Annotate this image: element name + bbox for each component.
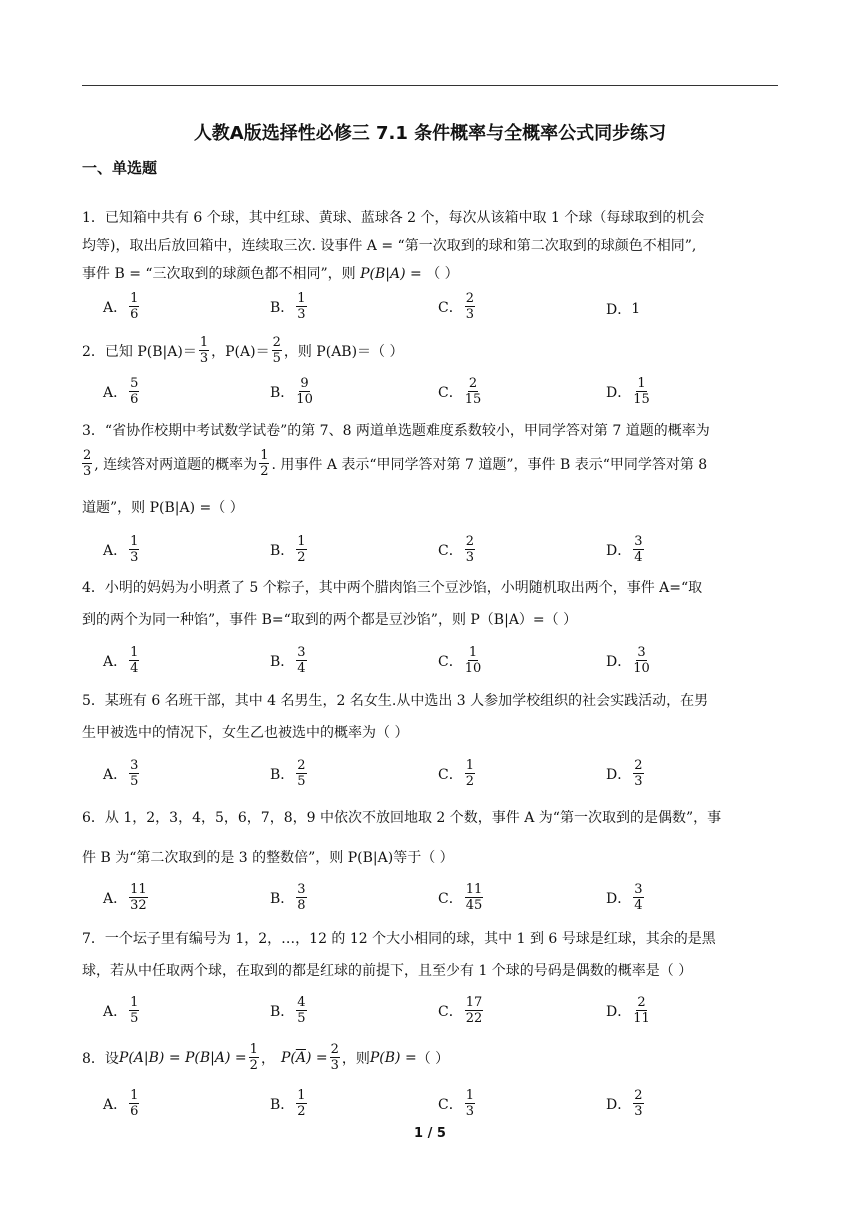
fraction [633, 1089, 643, 1118]
fraction-denominator: 15 [633, 392, 650, 407]
fraction-numerator: 11 [465, 882, 483, 897]
fraction-denominator: 2 [465, 774, 474, 789]
q1-option-b [270, 292, 309, 321]
text-run: （ ） [416, 1050, 450, 1067]
fraction-denominator: 3 [465, 550, 474, 565]
q1-line3-text: 事件 B = “三次取到的球颜色都不相同”，则 [82, 266, 356, 282]
text-run: D． [606, 890, 632, 907]
fraction [633, 883, 643, 912]
text-run: B． [270, 299, 295, 316]
text-run: P(A|B) = P(B|A) = [118, 1049, 247, 1066]
text-run: B． [270, 384, 295, 401]
fraction-numerator: 1 [465, 758, 474, 773]
q6-option-c [438, 883, 485, 912]
fraction-denominator: 5 [297, 1011, 306, 1026]
fraction [465, 996, 484, 1025]
page-title: 人教A版选择性必修三 7.1 条件概率与全概率公式同步练习 [193, 123, 667, 144]
fraction-denominator: 32 [130, 898, 147, 913]
text-run: D． [606, 302, 632, 318]
header-rule [82, 85, 778, 86]
fraction-denominator: 5 [130, 774, 139, 789]
text-run: ，则 P(AB)＝（ ） [283, 343, 404, 360]
q8-option-c [438, 1089, 477, 1118]
q1-line3 [82, 264, 459, 284]
fraction-numerator: 2 [272, 335, 281, 350]
fraction [129, 759, 139, 788]
q2-option-b [270, 377, 315, 406]
fraction-numerator: 1 [249, 1042, 258, 1057]
fraction-numerator: 1 [297, 534, 306, 549]
fraction-numerator: 11 [130, 882, 147, 897]
text-run: A． [103, 890, 128, 907]
fraction-numerator: 1 [637, 376, 646, 391]
fraction-numerator: 3 [637, 645, 646, 660]
fraction [129, 377, 139, 406]
fraction-numerator: 3 [297, 882, 306, 897]
fraction [465, 535, 475, 564]
fraction-numerator: 1 [130, 534, 139, 549]
fraction-denominator: 2 [249, 1058, 258, 1073]
text-run: , 连续答对两道题的概率为 [94, 456, 258, 473]
fraction-numerator: 2 [637, 995, 646, 1010]
text-run: D． [606, 1003, 632, 1020]
q4-option-c [438, 646, 483, 675]
fraction [330, 1043, 340, 1072]
fraction [465, 377, 482, 406]
fraction-numerator: 2 [468, 376, 478, 391]
q7-line2: 球，若从中任取两个球，在取到的都是红球的前提下，且至少有 1 个球的号码是偶数的概率是（ ） [82, 963, 693, 979]
fraction-denominator: 4 [634, 898, 643, 913]
q5-line1: 5．某班有 6 名班干部，其中 4 名男生，2 名女生.从中选出 3 人参加学校组织的社会实践活动，在男 [82, 693, 709, 709]
q1-line1: 1．已知箱中共有 6 个球，其中红球、黄球、蓝球各 2 个，每次从该箱中取 1 个球（每球取到的机会 [82, 210, 705, 226]
fraction-numerator: 17 [465, 995, 483, 1010]
fraction [129, 1089, 139, 1118]
fraction [296, 1089, 306, 1118]
fraction-denominator: 4 [130, 661, 139, 676]
fraction-denominator: 3 [465, 1104, 474, 1119]
text-run: A． [103, 299, 128, 316]
text-run: $\overline{A}$ [295, 1049, 306, 1066]
text-run: 1 [631, 301, 641, 317]
q1-line2: 均等)，取出后放回箱中，连续取三次. 设事件 A = “第一次取到的球和第二次取到的球颜色不相同”, [82, 238, 697, 254]
fraction-denominator: 3 [634, 1104, 643, 1119]
fraction-numerator: 3 [297, 645, 306, 660]
text-run: C． [438, 1003, 463, 1020]
q5-line2: 生甲被选中的情况下，女生乙也被选中的概率为（ ） [82, 725, 409, 741]
fraction-denominator: 2 [260, 464, 269, 479]
q8-option-d [606, 1089, 646, 1118]
fraction [633, 646, 650, 675]
fraction [272, 336, 282, 365]
fraction-numerator: 4 [297, 995, 306, 1010]
fraction-numerator: 1 [199, 335, 209, 350]
fraction [296, 292, 306, 321]
fraction-numerator: 2 [634, 1088, 643, 1103]
text-run: B． [270, 1003, 295, 1020]
fraction-denominator: 4 [297, 661, 306, 676]
fraction-numerator: 1 [465, 1088, 474, 1103]
fraction [633, 535, 643, 564]
text-run: D． [606, 1096, 632, 1113]
fraction-numerator: 2 [465, 534, 474, 549]
fraction-numerator: 1 [130, 291, 139, 306]
q3-option-b [270, 535, 309, 564]
q1-option-a [103, 292, 141, 321]
fraction [249, 1043, 259, 1072]
fraction-denominator: 22 [465, 1011, 483, 1026]
fraction-numerator: 2 [465, 291, 474, 306]
text-run: C． [438, 542, 463, 559]
fraction-denominator: 2 [297, 550, 306, 565]
q3-option-d [606, 535, 646, 564]
text-run: D． [606, 766, 632, 783]
fraction-denominator: 45 [465, 898, 483, 913]
q5-option-d [606, 759, 646, 788]
fraction-denominator: 3 [297, 307, 306, 322]
fraction-denominator: 5 [130, 1011, 139, 1026]
fraction [296, 883, 306, 912]
text-run: P(B) = [369, 1049, 417, 1066]
fraction [296, 996, 306, 1025]
fraction [465, 759, 475, 788]
fraction [296, 646, 306, 675]
q8-stem [82, 1043, 449, 1072]
fraction-denominator: 15 [464, 392, 482, 407]
fraction-numerator: 1 [468, 645, 478, 660]
fraction [129, 292, 139, 321]
text-run: C． [438, 384, 463, 401]
fraction [82, 449, 92, 478]
q3-line3: 道题”，则 P(B|A) =（ ） [82, 500, 244, 516]
fraction [296, 377, 313, 406]
q5-option-a [103, 759, 141, 788]
text-run: . 用事件 A 表示“甲同学答对第 7 道题”，事件 B 表示“甲同学答对第 8 [271, 456, 708, 473]
q6-line1: 6．从 1，2，3，4，5，6，7，8，9 中依次不放回地取 2 个数，事件 A 为“第一次取到的是偶数”，事 [82, 810, 722, 826]
q6-option-a [103, 883, 150, 912]
text-run: ， [260, 1050, 275, 1067]
text-run: B． [270, 890, 295, 907]
fraction [465, 1089, 475, 1118]
fraction-denominator: 6 [130, 307, 139, 322]
text-run: A． [103, 1003, 128, 1020]
q4-line1: 4．小明的妈妈为小明煮了 5 个粽子，其中两个腊肉馅三个豆沙馅，小明随机取出两个，事件 A=“取 [82, 580, 703, 596]
fraction-denominator: 3 [465, 307, 474, 322]
fraction [465, 883, 484, 912]
fraction-numerator: 2 [83, 448, 92, 463]
fraction-numerator: 1 [297, 291, 306, 306]
text-run: B． [270, 542, 295, 559]
q4-option-a [103, 646, 141, 675]
q4-line2: 到的两个为同一种馅”，事件 B=“取到的两个都是豆沙馅”，则 P（B|A）=（ ） [82, 612, 578, 628]
fraction [296, 759, 306, 788]
text-run: C． [438, 653, 463, 670]
text-run: C． [438, 890, 463, 907]
fraction-denominator: 8 [297, 898, 306, 913]
q3-line1: 3．“省协作校期中考试数学试卷”的第 7、8 两道单选题难度系数较小，甲同学答对第 7 道题的概率为 [82, 423, 710, 439]
fraction-denominator: 10 [633, 661, 650, 676]
fraction [129, 535, 139, 564]
fraction-denominator: 10 [464, 661, 482, 676]
q7-option-a [103, 996, 141, 1025]
q1-math: P(B|A) = [360, 266, 422, 282]
fraction-denominator: 6 [130, 1104, 139, 1119]
q1-blank: （ ） [426, 266, 459, 282]
q5-option-c [438, 759, 477, 788]
fraction-denominator: 3 [634, 774, 643, 789]
fraction-numerator: 3 [634, 534, 643, 549]
fraction-denominator: 3 [130, 550, 139, 565]
text-run: ) = [305, 1049, 328, 1066]
fraction-numerator: 3 [634, 882, 643, 897]
q7-option-c [438, 996, 485, 1025]
fraction [296, 535, 306, 564]
fraction [129, 996, 139, 1025]
q7-option-d [606, 996, 652, 1025]
fraction-numerator: 1 [130, 645, 139, 660]
fraction [129, 646, 139, 675]
q6-option-b [270, 883, 309, 912]
section-heading: 一、单选题 [82, 159, 158, 177]
fraction-numerator: 1 [130, 995, 139, 1010]
fraction-numerator: 3 [130, 758, 139, 773]
text-run: C． [438, 1096, 463, 1113]
fraction [199, 336, 209, 365]
fraction-denominator: 5 [297, 774, 306, 789]
q2-option-d [606, 377, 652, 406]
fraction-denominator: 5 [272, 351, 281, 366]
fraction [633, 996, 650, 1025]
fraction-denominator: 10 [296, 392, 313, 407]
fraction-numerator: 1 [260, 448, 269, 463]
fraction-numerator: 9 [300, 376, 309, 391]
fraction-denominator: 6 [130, 392, 139, 407]
fraction [465, 292, 475, 321]
q6-option-d [606, 883, 646, 912]
fraction-denominator: 3 [199, 351, 209, 366]
fraction-numerator: 5 [130, 376, 139, 391]
text-run: A． [103, 1096, 128, 1113]
text-run: A． [103, 766, 128, 783]
text-run: B． [270, 1096, 295, 1113]
fraction-numerator: 1 [130, 1088, 139, 1103]
fraction-numerator: 1 [297, 1088, 306, 1103]
text-run: D． [606, 653, 632, 670]
text-run: B． [270, 653, 295, 670]
text-run: A． [103, 653, 128, 670]
q4-option-d [606, 646, 652, 675]
page-number: 1 / 5 [414, 1126, 446, 1141]
text-run: B． [270, 766, 295, 783]
q5-option-b [270, 759, 309, 788]
text-run: P( [280, 1049, 296, 1066]
q2-stem [82, 336, 404, 365]
q3-line2 [82, 449, 707, 478]
q8-option-b [270, 1089, 309, 1118]
text-run: ，则 [341, 1050, 370, 1067]
text-run: ，P(A)＝ [211, 343, 270, 360]
fraction-denominator: 4 [634, 550, 643, 565]
q2-option-a [103, 377, 141, 406]
text-run: A． [103, 384, 128, 401]
fraction [465, 646, 482, 675]
q2-option-c [438, 377, 483, 406]
fraction-numerator: 2 [297, 758, 306, 773]
q4-option-b [270, 646, 309, 675]
q7-option-b [270, 996, 309, 1025]
text-run: A． [103, 542, 128, 559]
q3-option-a [103, 535, 141, 564]
text-run: D． [606, 384, 632, 401]
q7-line1: 7．一个坛子里有编号为 1，2，…，12 的 12 个大小相同的球，其中 1 到 6 号球是红球，其余的是黑 [82, 931, 716, 947]
text-run: D． [606, 542, 632, 559]
fraction-numerator: 2 [330, 1042, 339, 1057]
fraction-denominator: 3 [330, 1058, 339, 1073]
q8-option-a [103, 1089, 141, 1118]
fraction [129, 883, 148, 912]
fraction [633, 377, 650, 406]
fraction-numerator: 2 [634, 758, 643, 773]
fraction-denominator: 2 [297, 1104, 306, 1119]
q3-option-c [438, 535, 477, 564]
q6-line2: 件 B 为“第二次取到的是 3 的整数倍”，则 P(B|A)等于（ ） [82, 850, 454, 866]
text-run: 2．已知 P(B|A)＝ [82, 343, 197, 360]
fraction-denominator: 3 [83, 464, 92, 479]
q1-option-c [438, 292, 477, 321]
fraction-denominator: 11 [633, 1011, 650, 1026]
text-run: C． [438, 299, 463, 316]
q1-option-d [606, 299, 640, 319]
text-run: 8．设 [82, 1050, 119, 1067]
fraction [633, 759, 643, 788]
text-run: C． [438, 766, 463, 783]
fraction [259, 449, 269, 478]
